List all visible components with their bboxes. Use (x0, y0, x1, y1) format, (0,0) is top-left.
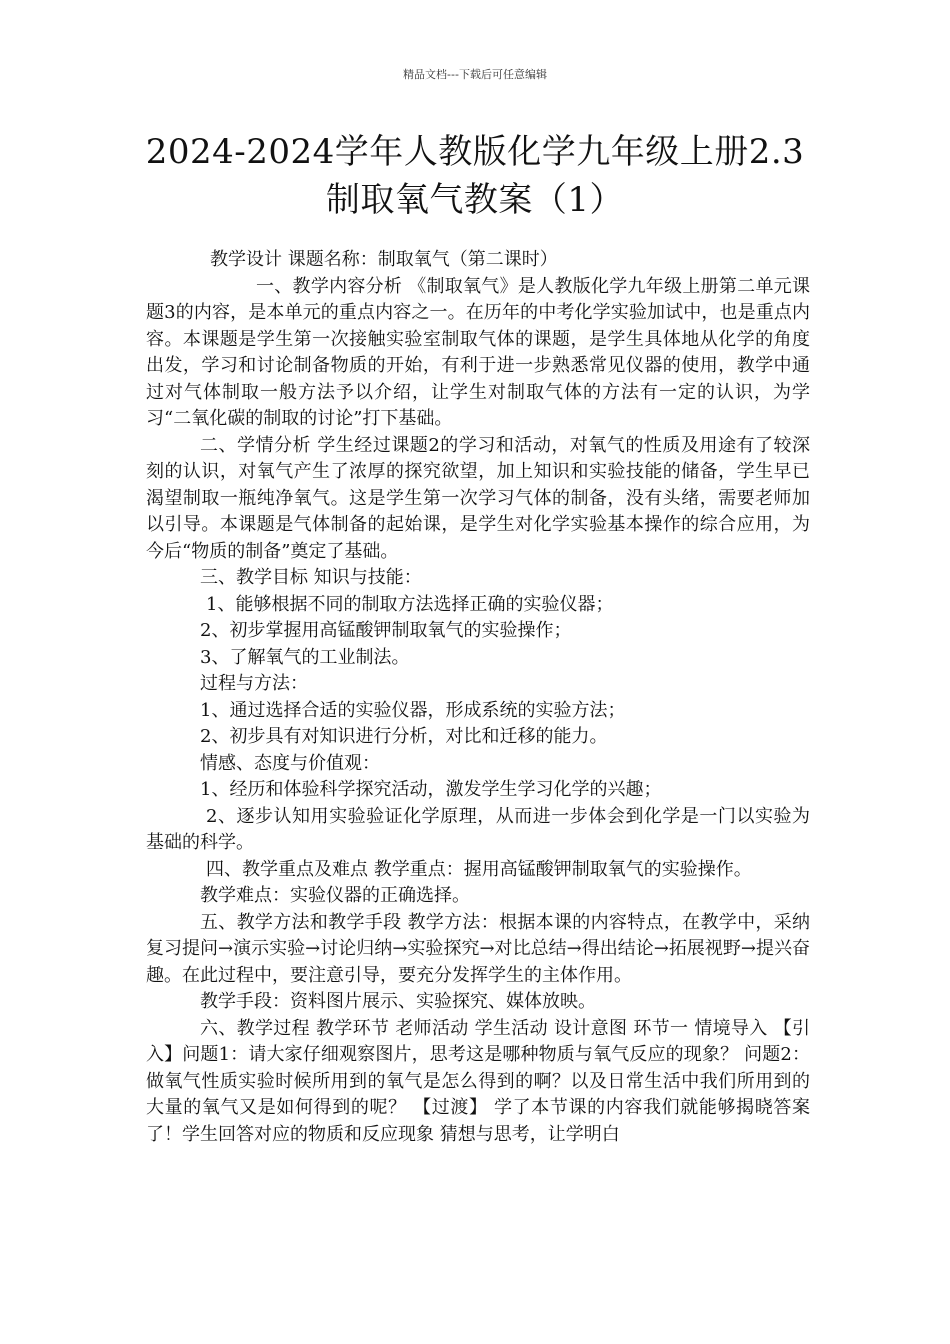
section-student-analysis: 二、学情分析 学生经过课题2的学习和活动，对氧气的性质及用途有了较深刻的认识，对氧气产生了浓厚的探究欲望，加上知识和实验技能的储备，学生早已渴望制取一瓶纯净氧气。这是学生第一次学习气体的制备，没有头绪，需要老师加以引导。本课题是气体制备的起始课，是学生对化学实验基本操作的综合应用，为今后“物质的制备”奠定了基础。 (146, 434, 810, 562)
objective-item: 1、能够根据不同的制取方法选择正确的实验仪器； (206, 593, 614, 615)
section-content-analysis: 一、教学内容分析 《制取氧气》是人教版化学九年级上册第二单元课题3的内容，是本单元的重点内容之一。在历年的中考化学实验加试中，也是重点内容。本课题是学生第一次接触实验室制取气体的课题，是学生具体地从化学的角度出发，学习和讨论制备物质的开始，有利于进一步熟悉常见仪器的使用，教学中通过对气体制取一般方法予以介绍，让学生对制取气体的方法有一定的认识，为学习“二氧化碳的制取的讨论”打下基础。 (146, 275, 810, 429)
objective-item: 2、逐步认知用实验验证化学原理，从而进一步体会到化学是一门以实验为基础的科学。 (146, 805, 810, 853)
section-key-points: 四、教学重点及难点 教学重点：握用高锰酸钾制取氧气的实验操作。 (206, 858, 752, 880)
objective-item: 1、经历和体验科学探究活动，激发学生学习化学的兴趣； (200, 779, 662, 800)
objective-item: 3、了解氧气的工业制法。 (200, 646, 410, 668)
subheading-process: 过程与方法： (200, 673, 308, 694)
section-objectives: 三、教学目标 知识与技能： (200, 567, 422, 588)
document-title (120, 128, 830, 224)
title-line-1: 2024-2024学年人教版化学九年级上册2.3 (145, 132, 805, 172)
objective-item: 2、初步具有对知识进行分析，对比和迁移的能力。 (200, 726, 608, 747)
objective-item: 2、初步掌握用高锰酸钾制取氧气的实验操作； (200, 620, 572, 641)
section-process: 六、教学过程 教学环节 老师活动 学生活动 设计意图 环节一 情境导入 【引入】问题1：请大家仔细观察图片，思考这是哪种物质与氧气反应的现象？ 问题2：做氧气性质实验时候所用到的氧气是怎么得到的啊？以及日常生活中我们所用到的大量的氧气又是如何得到的呢？ 【过渡】 学了本节课的内容我们就能够揭晓答案了！学生回答对应的物质和反应现象 猜想与思考，让学明白 (146, 1017, 810, 1145)
objective-item: 1、通过选择合适的实验仪器，形成系统的实验方法； (200, 699, 626, 721)
title-line-2: 制取氧气教案（1） (325, 180, 625, 220)
teaching-means: 教学手段：资料图片展示、实验探究、媒体放映。 (200, 991, 596, 1012)
section-methods: 五、教学方法和教学手段 教学方法：根据本课的内容特点，在教学中，采纳复习提问→演示实验→讨论归纳→实验探究→对比总结→得出结论→拓展视野→提兴奋趣。在此过程中，要注意引导，要充分发挥学生的主体作用。 (146, 911, 810, 986)
subheading-emotion: 情感、态度与价值观： (200, 752, 380, 774)
page-header: 精品文档---下载后可任意编辑 (403, 68, 547, 81)
difficulty-line: 教学难点：实验仪器的正确选择。 (200, 885, 470, 906)
course-info: 教学设计 课题名称：制取氧气（第二课时） (210, 249, 558, 270)
document-body (146, 247, 810, 1148)
